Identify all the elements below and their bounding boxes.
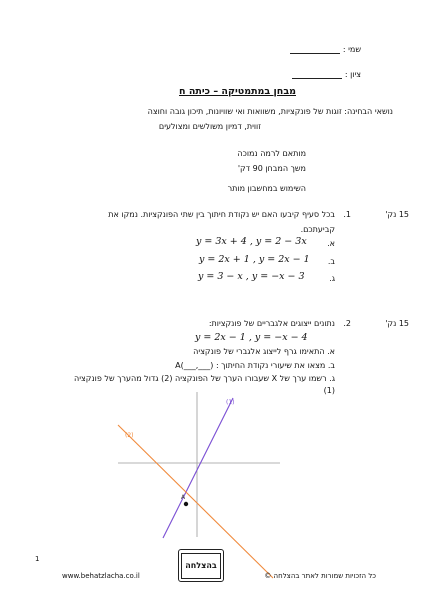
q2-points: 15 נק': [385, 319, 409, 328]
q1-item-b-equation: y = 2x + 1 , y = 2x − 1: [199, 254, 310, 265]
logo-inner: [181, 553, 221, 579]
q2-item-c-text: רשמו ערך של X שעבורו הערך של הפונקציה (2) גדול מהערך של פונקציה: [74, 374, 327, 383]
graph-line-1-label: (1): [226, 399, 235, 406]
q1-item-c-equation: y = 3 − x , y = −x − 3: [198, 271, 305, 282]
q2-item-a-letter: א.: [327, 347, 335, 356]
page-title: מבחן במתמטיקה – כיתה ח: [179, 86, 296, 97]
calculator-note: השימוש במחשבון מותר: [227, 184, 306, 193]
q1-item-a-equation: y = 3x + 4 , y = 2 − 3x: [196, 236, 307, 247]
q2-text: נתונים ייצוגים אלגבריים של פונקציות:: [208, 319, 335, 328]
q1-points: 15 נק': [385, 210, 409, 219]
logo-text: בהצלחה: [185, 561, 217, 570]
q1-text-line-1: בכל סעיף קיבעו האם יש נקודת חיתוך בין שתי הפונקציות. נמקו את: [108, 210, 335, 219]
q2-item-c-letter: ג.: [329, 374, 335, 383]
intersection-point-a: [184, 502, 188, 506]
q1-text-line-2: קביעתכם.: [300, 225, 335, 234]
topics-line-2: זווית, דמיון משולשים ומצולעים: [158, 122, 261, 131]
suited-for: מותאם לרמה נמוכה: [237, 149, 306, 158]
copyright: כל הזכויות שמורות לאתר בהצלחה ©: [264, 572, 376, 580]
q1-number: 1.: [343, 210, 351, 219]
q2-item-c-continuation: (1): [323, 386, 335, 395]
graph-line-1: [163, 398, 233, 538]
grade-label: ציון :: [344, 70, 361, 79]
website-link[interactable]: www.behatzlacha.co.il: [62, 572, 140, 580]
topics-line-1: נושאי הבחינה: זוגות של פונקציות, משוואות ואי שוויונות, תיכון גובה וחוצה: [147, 107, 393, 116]
q2-item-b-text: מצאו את שיעורי נקודת החיתוך : (___,___)A: [175, 361, 326, 370]
q2-number: 2.: [343, 319, 351, 328]
q2-item-b-letter: ב.: [327, 361, 335, 370]
page-number: 1: [35, 555, 40, 563]
q1-item-a-letter: א.: [327, 239, 335, 248]
q2-item-a-text: התאימו גרף לייצוג אלגברי של פונקציה: [193, 347, 325, 356]
q2-equations: y = 2x − 1 , y = −x − 4: [195, 332, 308, 343]
graph-line-2-label: (2): [125, 432, 134, 439]
point-a-label: A: [181, 494, 186, 501]
q1-item-b-letter: ב.: [327, 257, 335, 266]
logo: [178, 549, 224, 582]
q1-item-c-letter: ג.: [329, 274, 335, 283]
name-label: שמי :: [342, 45, 361, 54]
duration: משך המבחן 90 דק': [237, 164, 306, 173]
